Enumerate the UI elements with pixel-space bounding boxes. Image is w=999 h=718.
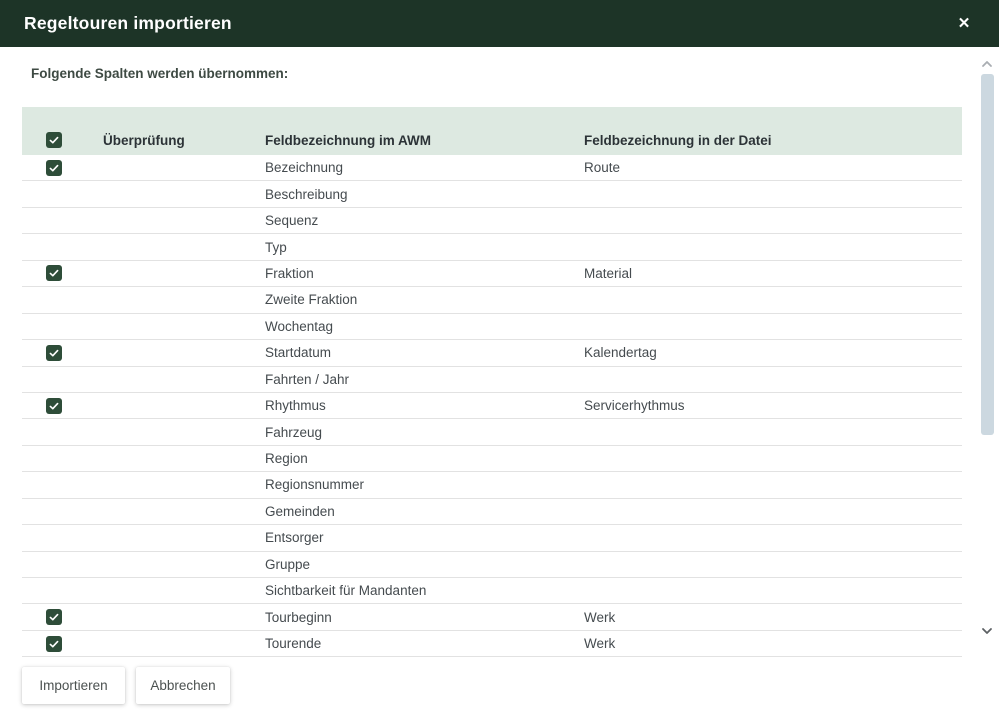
table-row bbox=[22, 287, 962, 313]
row-checkbox[interactable] bbox=[46, 398, 62, 414]
table-body bbox=[22, 155, 962, 657]
cell-awm: Beschreibung bbox=[265, 186, 348, 202]
cell-awm: Zweite Fraktion bbox=[265, 292, 358, 308]
cell-awm: Wochentag bbox=[265, 318, 334, 334]
table-row bbox=[22, 367, 962, 393]
table-row bbox=[22, 604, 962, 630]
column-mapping-table bbox=[22, 107, 962, 657]
table-row bbox=[22, 419, 962, 445]
scroll-up-icon[interactable] bbox=[981, 60, 993, 68]
table-row bbox=[22, 234, 962, 260]
table-row bbox=[22, 155, 962, 181]
cell-datei: Servicerhythmus bbox=[584, 398, 685, 414]
cell-awm: Fahrten / Jahr bbox=[265, 371, 350, 387]
column-header-ueberpruefung: Überprüfung bbox=[103, 133, 185, 148]
row-check-cell bbox=[22, 265, 101, 281]
column-header-awm: Feldbezeichnung im AWM bbox=[265, 133, 432, 148]
cell-awm: Sequenz bbox=[265, 213, 319, 229]
checkmark-icon bbox=[48, 162, 60, 174]
cell-awm: Region bbox=[265, 451, 308, 467]
cell-awm: Startdatum bbox=[265, 345, 332, 361]
cell-datei: Werk bbox=[584, 609, 616, 625]
table-row bbox=[22, 340, 962, 366]
cell-awm: Tourbeginn bbox=[265, 609, 332, 625]
row-check-cell bbox=[22, 398, 101, 414]
cell-awm: Rhythmus bbox=[265, 398, 326, 414]
table-row bbox=[22, 446, 962, 472]
table-row bbox=[22, 208, 962, 234]
cell-awm: Gemeinden bbox=[265, 503, 335, 519]
row-checkbox[interactable] bbox=[46, 160, 62, 176]
checkmark-icon bbox=[48, 638, 60, 650]
checkmark-icon bbox=[48, 400, 60, 412]
table-row bbox=[22, 472, 962, 498]
cell-awm: Fraktion bbox=[265, 265, 314, 281]
close-button[interactable] bbox=[953, 13, 975, 35]
cell-awm: Tourende bbox=[265, 636, 322, 652]
close-icon: ✕ bbox=[957, 15, 971, 32]
cell-awm: Bezeichnung bbox=[265, 160, 344, 176]
cell-datei: Material bbox=[584, 265, 633, 281]
select-all-checkbox[interactable] bbox=[46, 132, 62, 148]
checkmark-icon bbox=[48, 611, 60, 623]
cell-awm: Regionsnummer bbox=[265, 477, 365, 493]
table-row bbox=[22, 578, 962, 604]
intro-text: Folgende Spalten werden übernommen: bbox=[31, 66, 289, 81]
scroll-down-icon[interactable] bbox=[981, 627, 993, 635]
row-checkbox[interactable] bbox=[46, 609, 62, 625]
row-checkbox[interactable] bbox=[46, 345, 62, 361]
checkmark-icon bbox=[48, 134, 60, 146]
row-checkbox[interactable] bbox=[46, 636, 62, 652]
table-header-row bbox=[22, 107, 962, 155]
row-checkbox[interactable] bbox=[46, 265, 62, 281]
cell-awm: Sichtbarkeit für Mandanten bbox=[265, 583, 427, 599]
cell-datei: Kalendertag bbox=[584, 345, 657, 361]
table-row bbox=[22, 181, 962, 207]
table-row bbox=[22, 393, 962, 419]
cell-awm: Entsorger bbox=[265, 530, 324, 546]
row-check-cell bbox=[22, 345, 101, 361]
table-row bbox=[22, 499, 962, 525]
table-row bbox=[22, 525, 962, 551]
cell-datei: Werk bbox=[584, 636, 616, 652]
checkmark-icon bbox=[48, 347, 60, 359]
row-check-cell bbox=[22, 609, 101, 625]
cell-awm: Fahrzeug bbox=[265, 424, 323, 440]
table-row bbox=[22, 261, 962, 287]
page-title: Regeltouren importieren bbox=[24, 13, 232, 33]
table-row bbox=[22, 314, 962, 340]
cancel-button[interactable]: Abbrechen bbox=[136, 667, 230, 704]
cell-awm: Gruppe bbox=[265, 556, 311, 572]
vertical-scrollbar[interactable] bbox=[978, 55, 996, 655]
row-check-cell bbox=[22, 160, 101, 176]
column-header-datei: Feldbezeichnung in der Datei bbox=[584, 133, 772, 148]
table-header-check-cell bbox=[22, 132, 101, 148]
cell-awm: Typ bbox=[265, 239, 287, 255]
row-check-cell bbox=[22, 636, 101, 652]
table-row bbox=[22, 631, 962, 657]
scrollbar-thumb[interactable] bbox=[981, 74, 994, 435]
import-button[interactable]: Importieren bbox=[22, 667, 125, 704]
table-row bbox=[22, 552, 962, 578]
modal-header bbox=[0, 0, 999, 47]
checkmark-icon bbox=[48, 267, 60, 279]
cell-datei: Route bbox=[584, 160, 621, 176]
